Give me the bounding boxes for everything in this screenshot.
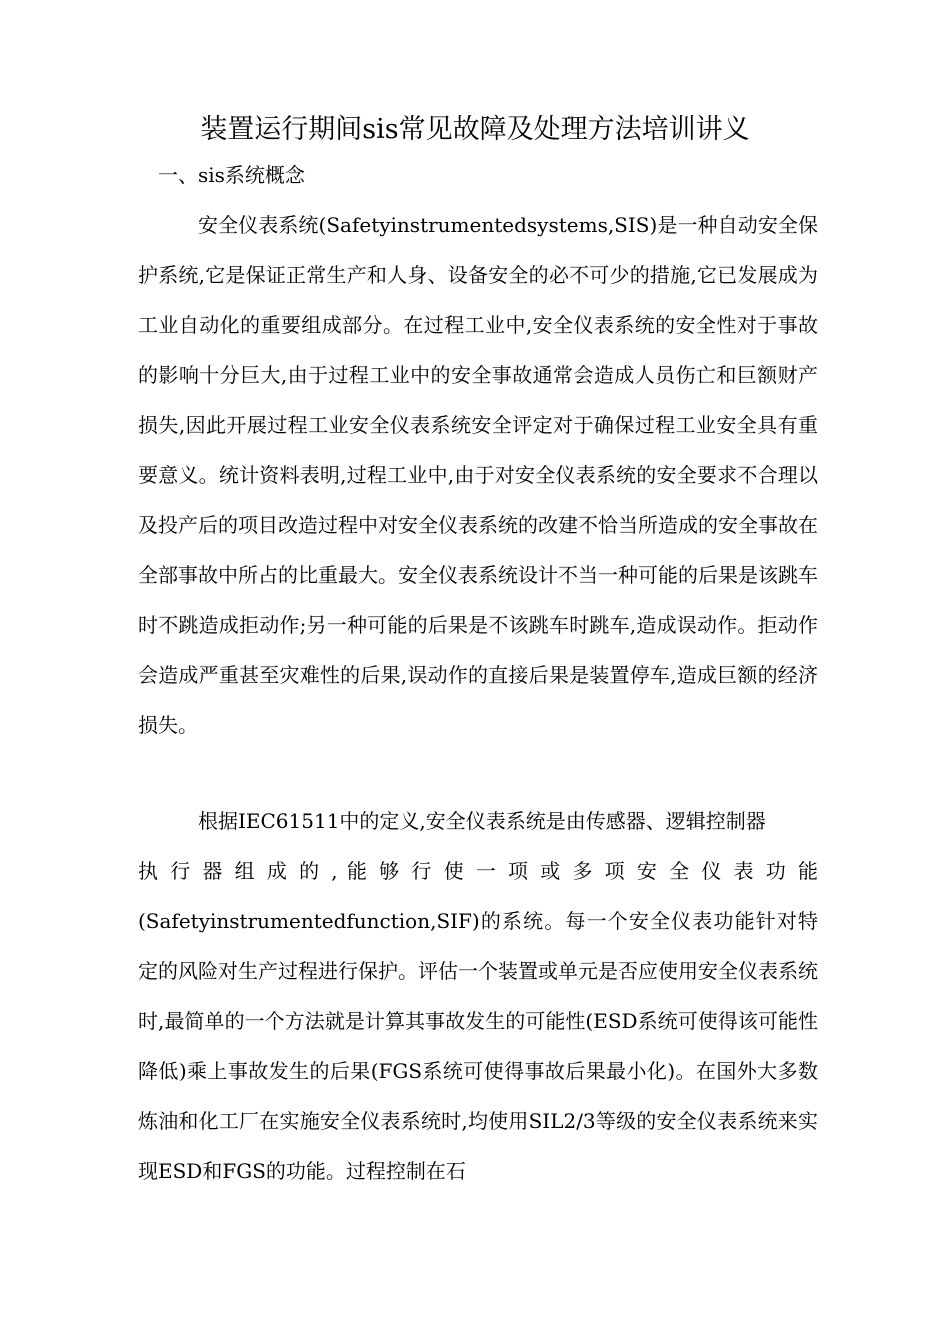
- paragraph-2-line-2: 执 行 器 组 成 的 , 能 够 行 使 一 项 或 多 项 安 全 仪 表 功 能: [138, 859, 818, 883]
- body-paragraph-2: [138, 796, 818, 1196]
- document-title: 装置运行期间sis常见故障及处理方法培训讲义: [200, 114, 750, 145]
- paragraph-2-line-1: 根据IEC61511中的定义,安全仪表系统是由传感器、逻辑控制器: [198, 809, 766, 833]
- paragraph-2-rest: (Safetyinstrumentedfunction,SIF)的系统。每一个安全仪表功能针对特定的风险对生产过程进行保护。评估一个装置或单元是否应使用安全仪表系统时,最简单的一个方法就是计算其事故发生的可能性(ESD系统可使得该可能性降低)乘上事故发生的后果(FGS系统可使得事故后果最小化)。在国外大多数炼油和化工厂在实施安全仪表系统时,均使用SIL2/3等级的安全仪表系统来实现ESD和FGS的功能。过程控制在石: [138, 909, 818, 1183]
- section-heading: 一、sis系统概念: [158, 163, 305, 187]
- body-paragraph-1: 安全仪表系统(Safetyinstrumentedsystems,SIS)是一种自动安全保护系统,它是保证正常生产和人身、设备安全的必不可少的措施,它已发展成为工业自动化的重要组成部分。在过程工业中,安全仪表系统的安全性对于事故的影响十分巨大,由于过程工业中的安全事故通常会造成人员伤亡和巨额财产损失,因此开展过程工业安全仪表系统安全评定对于确保过程工业安全具有重要意义。统计资料表明,过程工业中,由于对安全仪表系统的安全要求不合理以及投产后的项目改造过程中对安全仪表系统的改建不恰当所造成的安全事故在全部事故中所占的比重最大。安全仪表系统设计不当一种可能的后果是该跳车时不跳造成拒动作;另一种可能的后果是不该跳车时跳车,造成误动作。拒动作会造成严重甚至灾难性的后果,误动作的直接后果是装置停车,造成巨额的经济损失。: [138, 213, 818, 737]
